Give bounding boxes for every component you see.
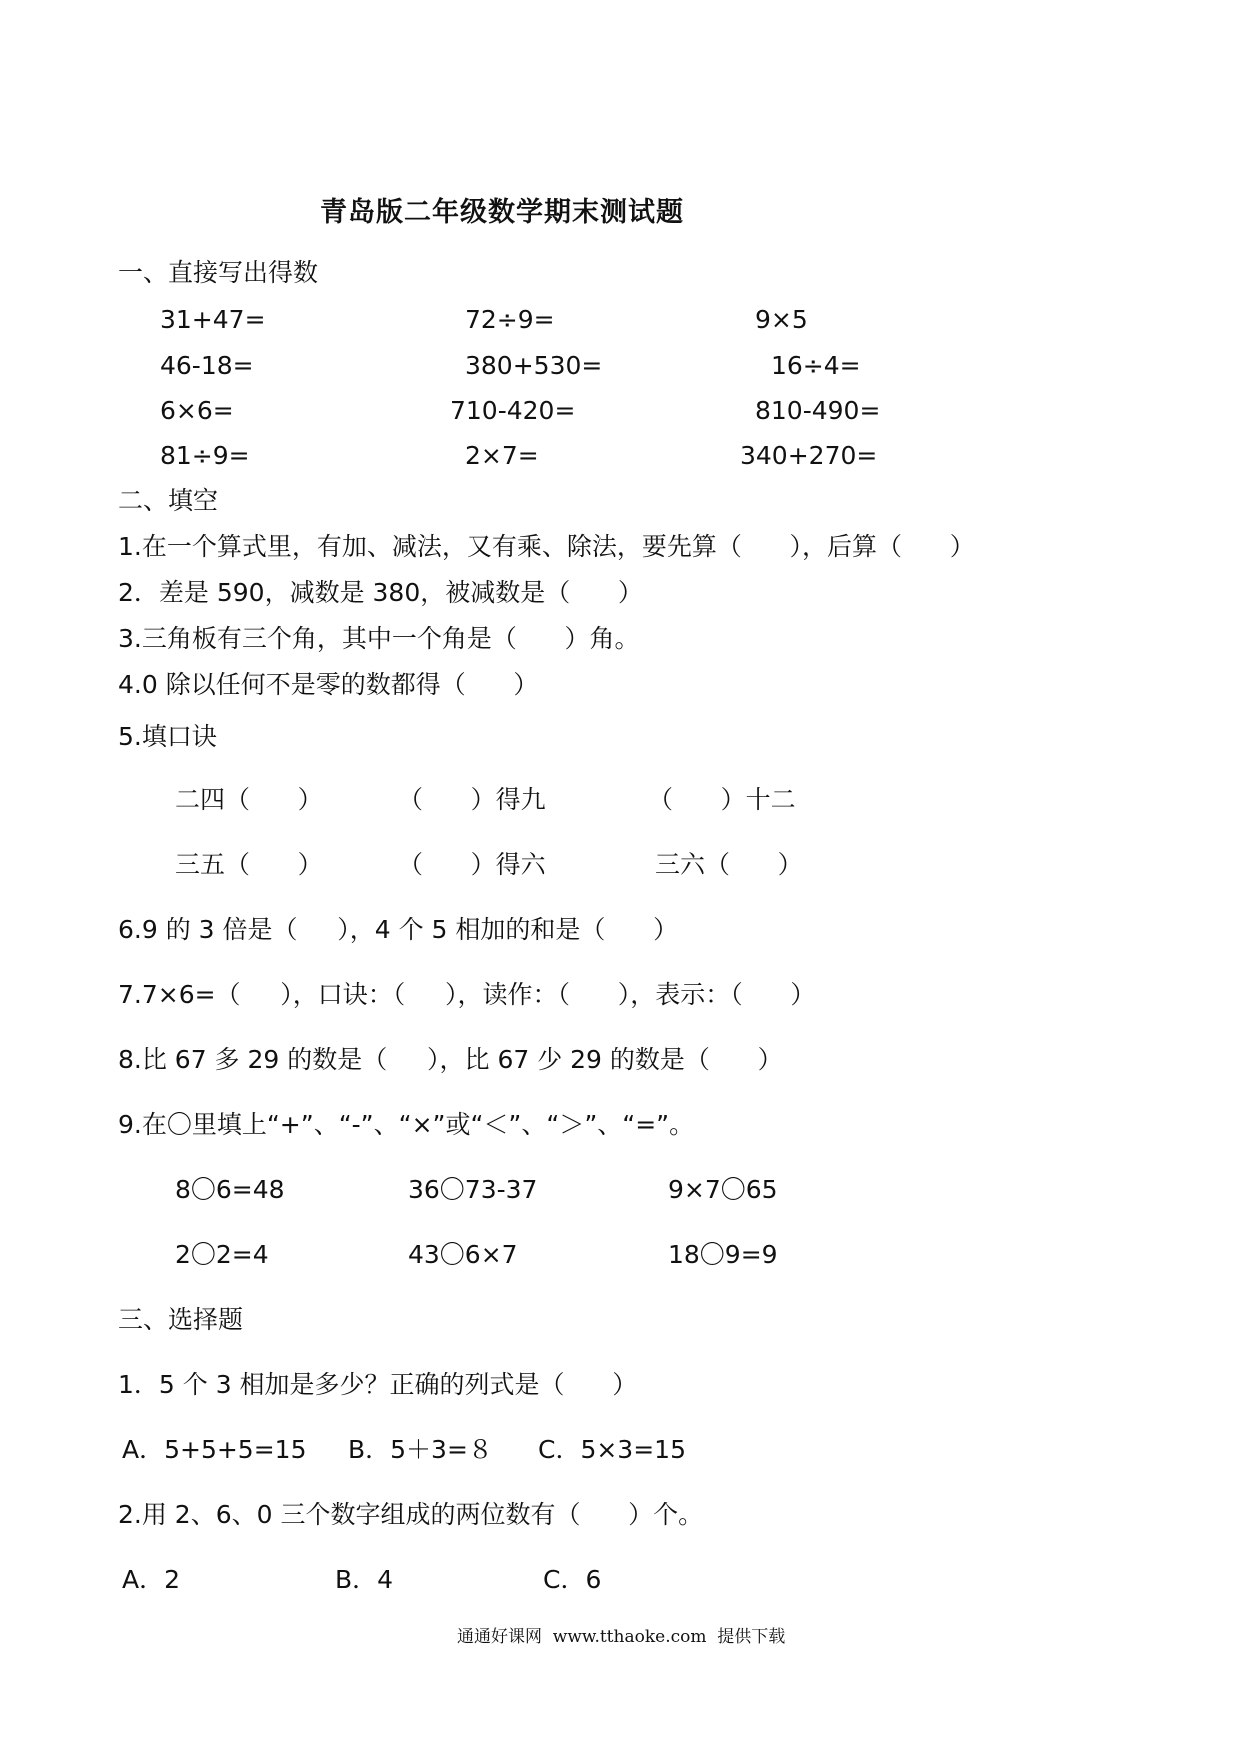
calc-item: 81÷9= (160, 441, 250, 470)
compare-item: 8〇6=48 (175, 1175, 285, 1204)
choice-option: C．6 (543, 1565, 602, 1594)
calc-item: 340+270= (740, 441, 878, 470)
fill-question-6: 6.9 的 3 倍是（ ），4 个 5 相加的和是（ ） (118, 915, 679, 944)
fill-question-1: 1.在一个算式里，有加、减法，又有乘、除法，要先算（ ），后算（ ） (118, 532, 975, 561)
choice-question-1: 1．5 个 3 相加是多少？正确的列式是（ ） (118, 1370, 638, 1399)
compare-item: 9×7〇65 (668, 1175, 778, 1204)
fill-question-2: 2．差是 590，减数是 380，被减数是（ ） (118, 578, 643, 607)
fill-question-7: 7.7×6=（ ），口诀：（ ），读作：（ ），表示：（ ） (118, 980, 816, 1009)
koujue-item: 三五（ ） (175, 850, 323, 879)
calc-item: 9×5 (755, 305, 808, 334)
calc-item: 810-490= (755, 396, 881, 425)
calc-item: 710-420= (450, 396, 576, 425)
compare-item: 43〇6×7 (408, 1240, 518, 1269)
koujue-item: 二四（ ） (175, 785, 323, 814)
fill-question-5: 5.填口诀 (118, 722, 217, 751)
calc-item: 6×6= (160, 396, 234, 425)
koujue-item: （ ）得六 (398, 850, 546, 879)
fill-question-3: 3.三角板有三个角，其中一个角是（ ）角。 (118, 624, 640, 653)
choice-question-2: 2.用 2、6、0 三个数字组成的两位数有（ ）个。 (118, 1500, 704, 1529)
page-title: 青岛版二年级数学期末测试题 (320, 197, 684, 228)
koujue-item: （ ）十二 (648, 785, 796, 814)
fill-question-9: 9.在〇里填上“+”、“-”、“×”或“＜”、“＞”、“=”。 (118, 1110, 695, 1139)
calc-item: 72÷9= (465, 305, 555, 334)
calc-item: 31+47= (160, 305, 266, 334)
fill-question-4: 4.0 除以任何不是零的数都得（ ） (118, 670, 539, 699)
compare-item: 36〇73-37 (408, 1175, 538, 1204)
choice-option: C．5×3=15 (538, 1435, 686, 1464)
calc-item: 380+530= (465, 351, 603, 380)
calc-item: 2×7= (465, 441, 539, 470)
section-3-heading: 三、选择题 (118, 1305, 244, 1334)
koujue-item: （ ）得九 (398, 785, 546, 814)
compare-item: 18〇9=9 (668, 1240, 778, 1269)
choice-option: A．2 (122, 1565, 181, 1594)
compare-item: 2〇2=4 (175, 1240, 269, 1269)
choice-option: A．5+5+5=15 (122, 1435, 307, 1464)
fill-question-8: 8.比 67 多 29 的数是（ ），比 67 少 29 的数是（ ） (118, 1045, 783, 1074)
choice-option: B．4 (335, 1565, 394, 1594)
section-2-heading: 二、填空 (118, 486, 219, 515)
section-1-heading: 一、直接写出得数 (118, 258, 319, 287)
choice-option: B．5＋3=８ (348, 1435, 493, 1464)
koujue-item: 三六（ ） (655, 850, 803, 879)
calc-item: 16÷4= (771, 351, 861, 380)
footer-credit: 通通好课网 www.tthaoke.com 提供下载 (457, 1627, 786, 1647)
calc-item: 46-18= (160, 351, 254, 380)
